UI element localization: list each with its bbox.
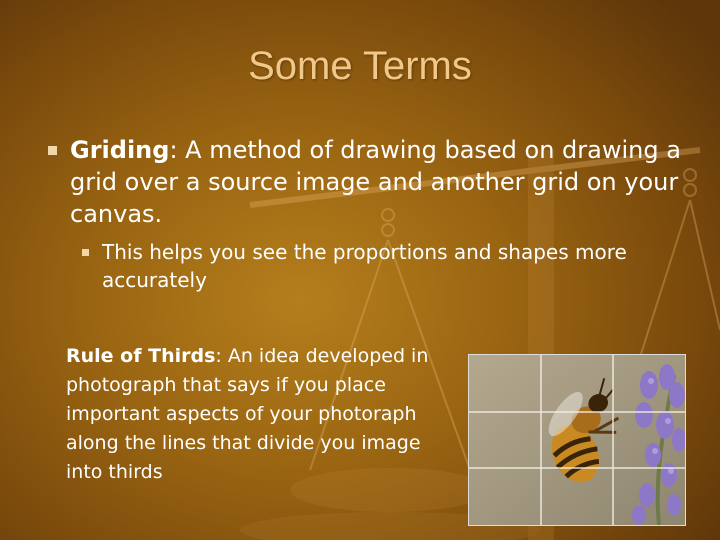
bullet-square-icon <box>82 249 89 256</box>
bee-on-lavender-photo <box>468 354 686 526</box>
term-griding: Griding <box>70 136 170 164</box>
bullet-griding <box>48 134 698 230</box>
slide-title: Some Terms <box>248 44 472 88</box>
bullet-square-icon <box>48 146 57 155</box>
sub-bullet-text: This helps you see the proportions and shapes more accurately <box>102 240 627 292</box>
term-rule-of-thirds: Rule of Thirds <box>66 345 216 367</box>
rule-of-thirds-definition: : An idea developed in photograph that says if you place important aspects of your photoraph along the lines that divide you image into thirds <box>66 345 429 483</box>
griding-definition: : A method of drawing based on drawing a grid over a source image and another grid on your canvas. <box>70 136 681 228</box>
rule-of-thirds-text <box>66 342 456 487</box>
sub-bullet <box>82 238 682 294</box>
